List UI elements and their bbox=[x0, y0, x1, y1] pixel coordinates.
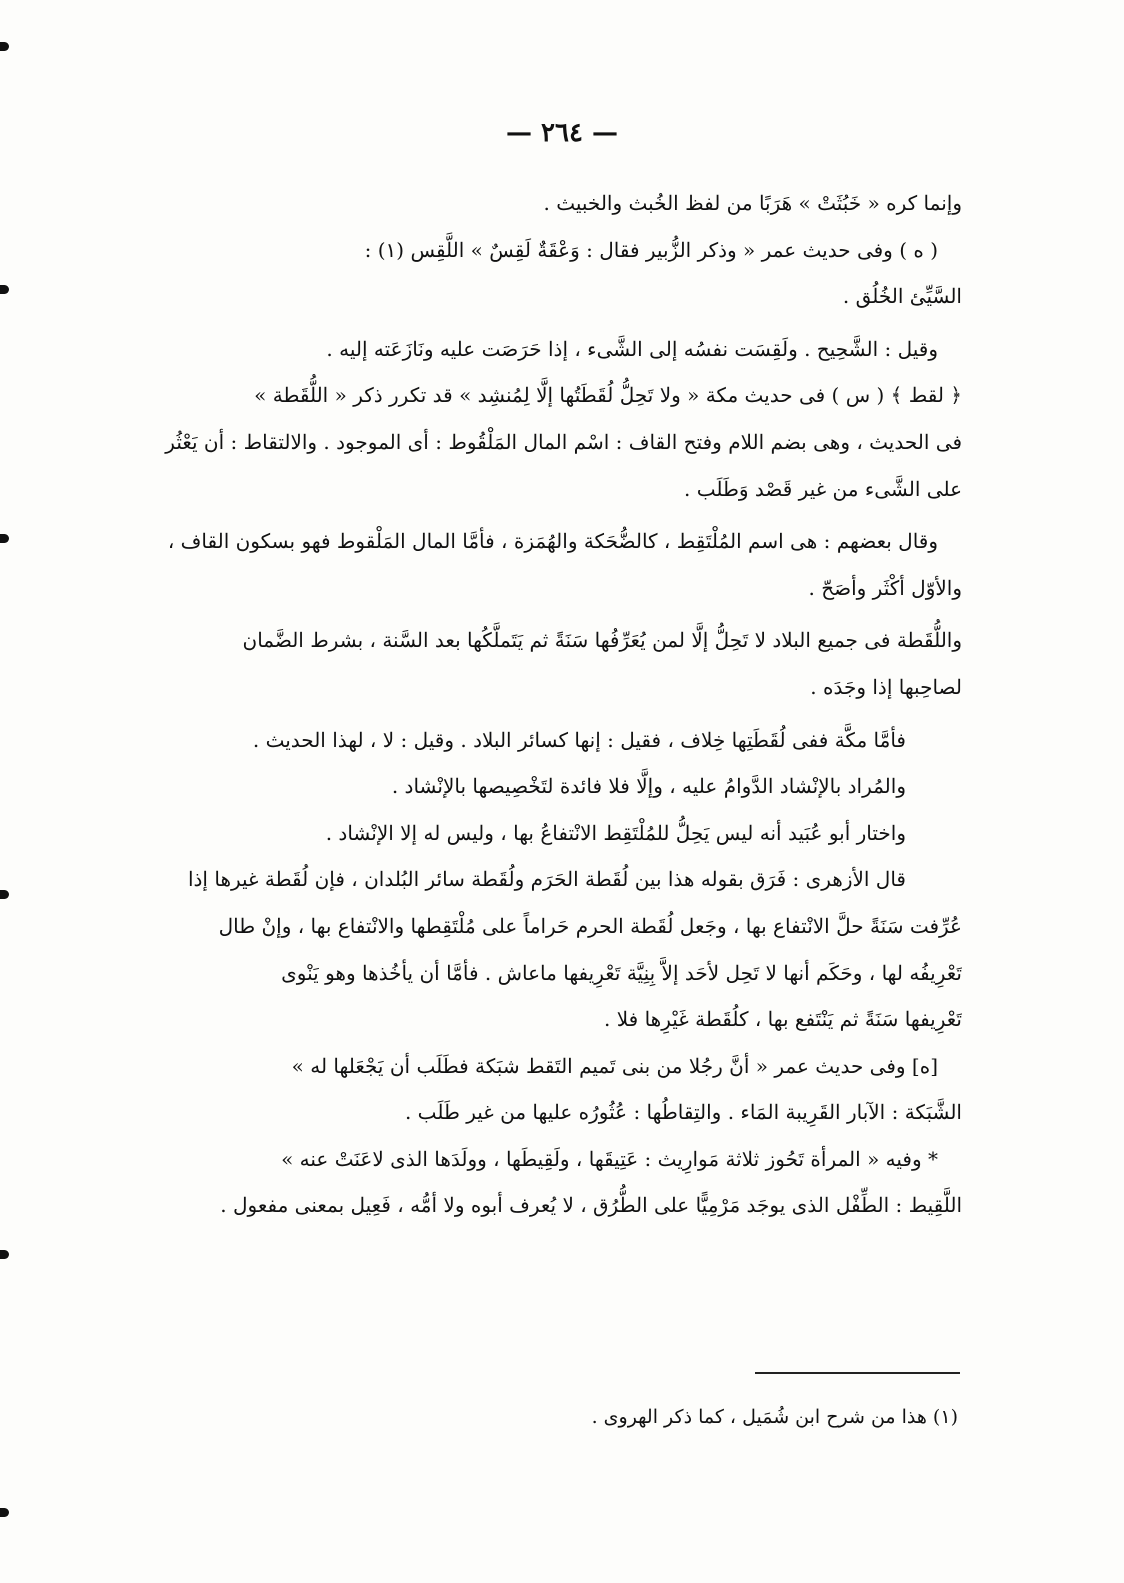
text-line: تَعْرِيفها سَنَةً ثم يَنْتَفع بها ، كلُقَطة غَيْرِها فلا . bbox=[604, 1007, 962, 1032]
text-line: قال الأزهرى : فَرَق بقوله هذا بين لُقَطة الحَرَم ولُقَطة سائر البُلدان ، فإن لُقَطة غيرها إذا bbox=[187, 867, 906, 892]
text-line: واختار أبو عُبَيد أنه ليس يَحِلُّ للمُلْتَقِط الانْتفاعُ بها ، وليس له إلا الإنْشاد . bbox=[325, 820, 906, 845]
text-line: * وفيه « المرأة تَحُوز ثلاثة مَوارِيث : عَتِيقَها ، ولَقِيطَها ، وولَدَها الذى لاعَنَتْ عنه » bbox=[281, 1146, 938, 1171]
text-line: [ه] وفى حديث عمر « أنَّ رجُلا من بنى تَميم التَقط شبَكة فطَلَب أن يَجْعَلها له » bbox=[291, 1053, 938, 1078]
text-line: السَّيِّئ الخُلُق . bbox=[842, 284, 962, 309]
scan-edge-mark bbox=[0, 534, 9, 543]
text-line: على الشَّىء من غير قَصْد وَطَلَب . bbox=[684, 476, 962, 501]
page-number: — ٢٦٤ — bbox=[505, 118, 619, 148]
text-line: وقيل : الشَّحِيح . ولَقِسَت نفسُه إلى الشَّىء ، إذا حَرَصَت عليه ونَازَعَته إليه . bbox=[326, 336, 938, 361]
text-line: اللَّقِيط : الطِّفْل الذى يوجَد مَرْمِيًّا على الطُّرُق ، لا يُعرف أبوه ولا أمُّه ، فَعِيل بمعنى مفعول . bbox=[220, 1193, 962, 1218]
text-line: وإنما كره « خَبُثَتْ » هَرَبًا من لفظ الخُبث والخبيث . bbox=[543, 191, 962, 215]
text-line: فى الحديث ، وهى بضم اللام وفتح القاف : اسْم المال المَلْقُوط : أى الموجود . والالتقاط : أن يَعْثُر bbox=[165, 429, 962, 454]
text-line: لصاحِبها إذا وجَدَه . bbox=[810, 674, 962, 699]
text-line: فأمَّا مكَّة ففى لُقَطَتِها خِلاف ، فقيل : إنها كسائر البلاد . وقيل : لا ، لهذا الحديث . bbox=[252, 727, 906, 752]
text-line: واللُّقَطة فى جميع البلاد لا تَحِلُّ إلَّا لمن يُعَرِّفُها سَنَةً ثم يَتَملَّكُها بعد السَّنة ، بشرط الضَّمان bbox=[242, 628, 962, 653]
main-text bbox=[162, 180, 962, 1229]
scan-edge-mark bbox=[0, 42, 9, 51]
scan-edge-mark bbox=[0, 1250, 9, 1259]
scan-edge-mark bbox=[0, 890, 9, 899]
text-line: الشَّبَكة : الآبار القَرِيبة المَاء . والتِقاطُها : عُثُورُه عليها من غير طَلَب . bbox=[404, 1100, 962, 1125]
text-line: وقال بعضهم : هى اسم المُلْتَقِط ، كالضُّحَكة والهُمَزة ، فأمَّا المال المَلْقوط فهو بسكون القاف ، bbox=[167, 529, 938, 554]
entry-heading-line: ﴿ لقط ﴾ ( س ) فى حديث مكة « ولا تَحِلُّ لُقَطَتُها إلَّا لِمُنشِد » قد تكرر ذكر « اللُّقَطة » bbox=[254, 383, 962, 408]
text-line: والمُراد بالإنْشاد الدَّوامُ عليه ، وإلَّا فلا فائدة لتَخْصِيصها بالإنْشاد . bbox=[391, 774, 906, 799]
text-line: عُرِّفت سَنَةً حلَّ الانْتفاع بها ، وجَعل لُقَطة الحرم حَراماً على مُلْتَقِطها والانْتفاع بها ، وإنْ طال bbox=[218, 913, 962, 938]
footnote-divider bbox=[755, 1372, 960, 1374]
text-line: ( ه ) وفى حديث عمر « وذكر الزُّبير فقال : وَعْقَةٌ لَقِسٌ » اللَّقِس (١) : bbox=[364, 237, 938, 262]
scan-edge-mark bbox=[0, 285, 9, 294]
scan-edge-mark bbox=[0, 1508, 9, 1517]
text-line: والأوّل أكْثَر وأصَحّ . bbox=[808, 575, 962, 600]
footnote: (١) هذا من شرح ابن شُمَيل ، كما ذكر الهروى . bbox=[591, 1406, 958, 1428]
text-line: تَعْرِيفُه لها ، وحَكَم أنها لا تَحِل لأحَد إلاَّ بِنِيَّة تَعْرِيفها ماعاش . فأمَّا أن يأخُذها وهو يَنْوى bbox=[281, 960, 962, 985]
